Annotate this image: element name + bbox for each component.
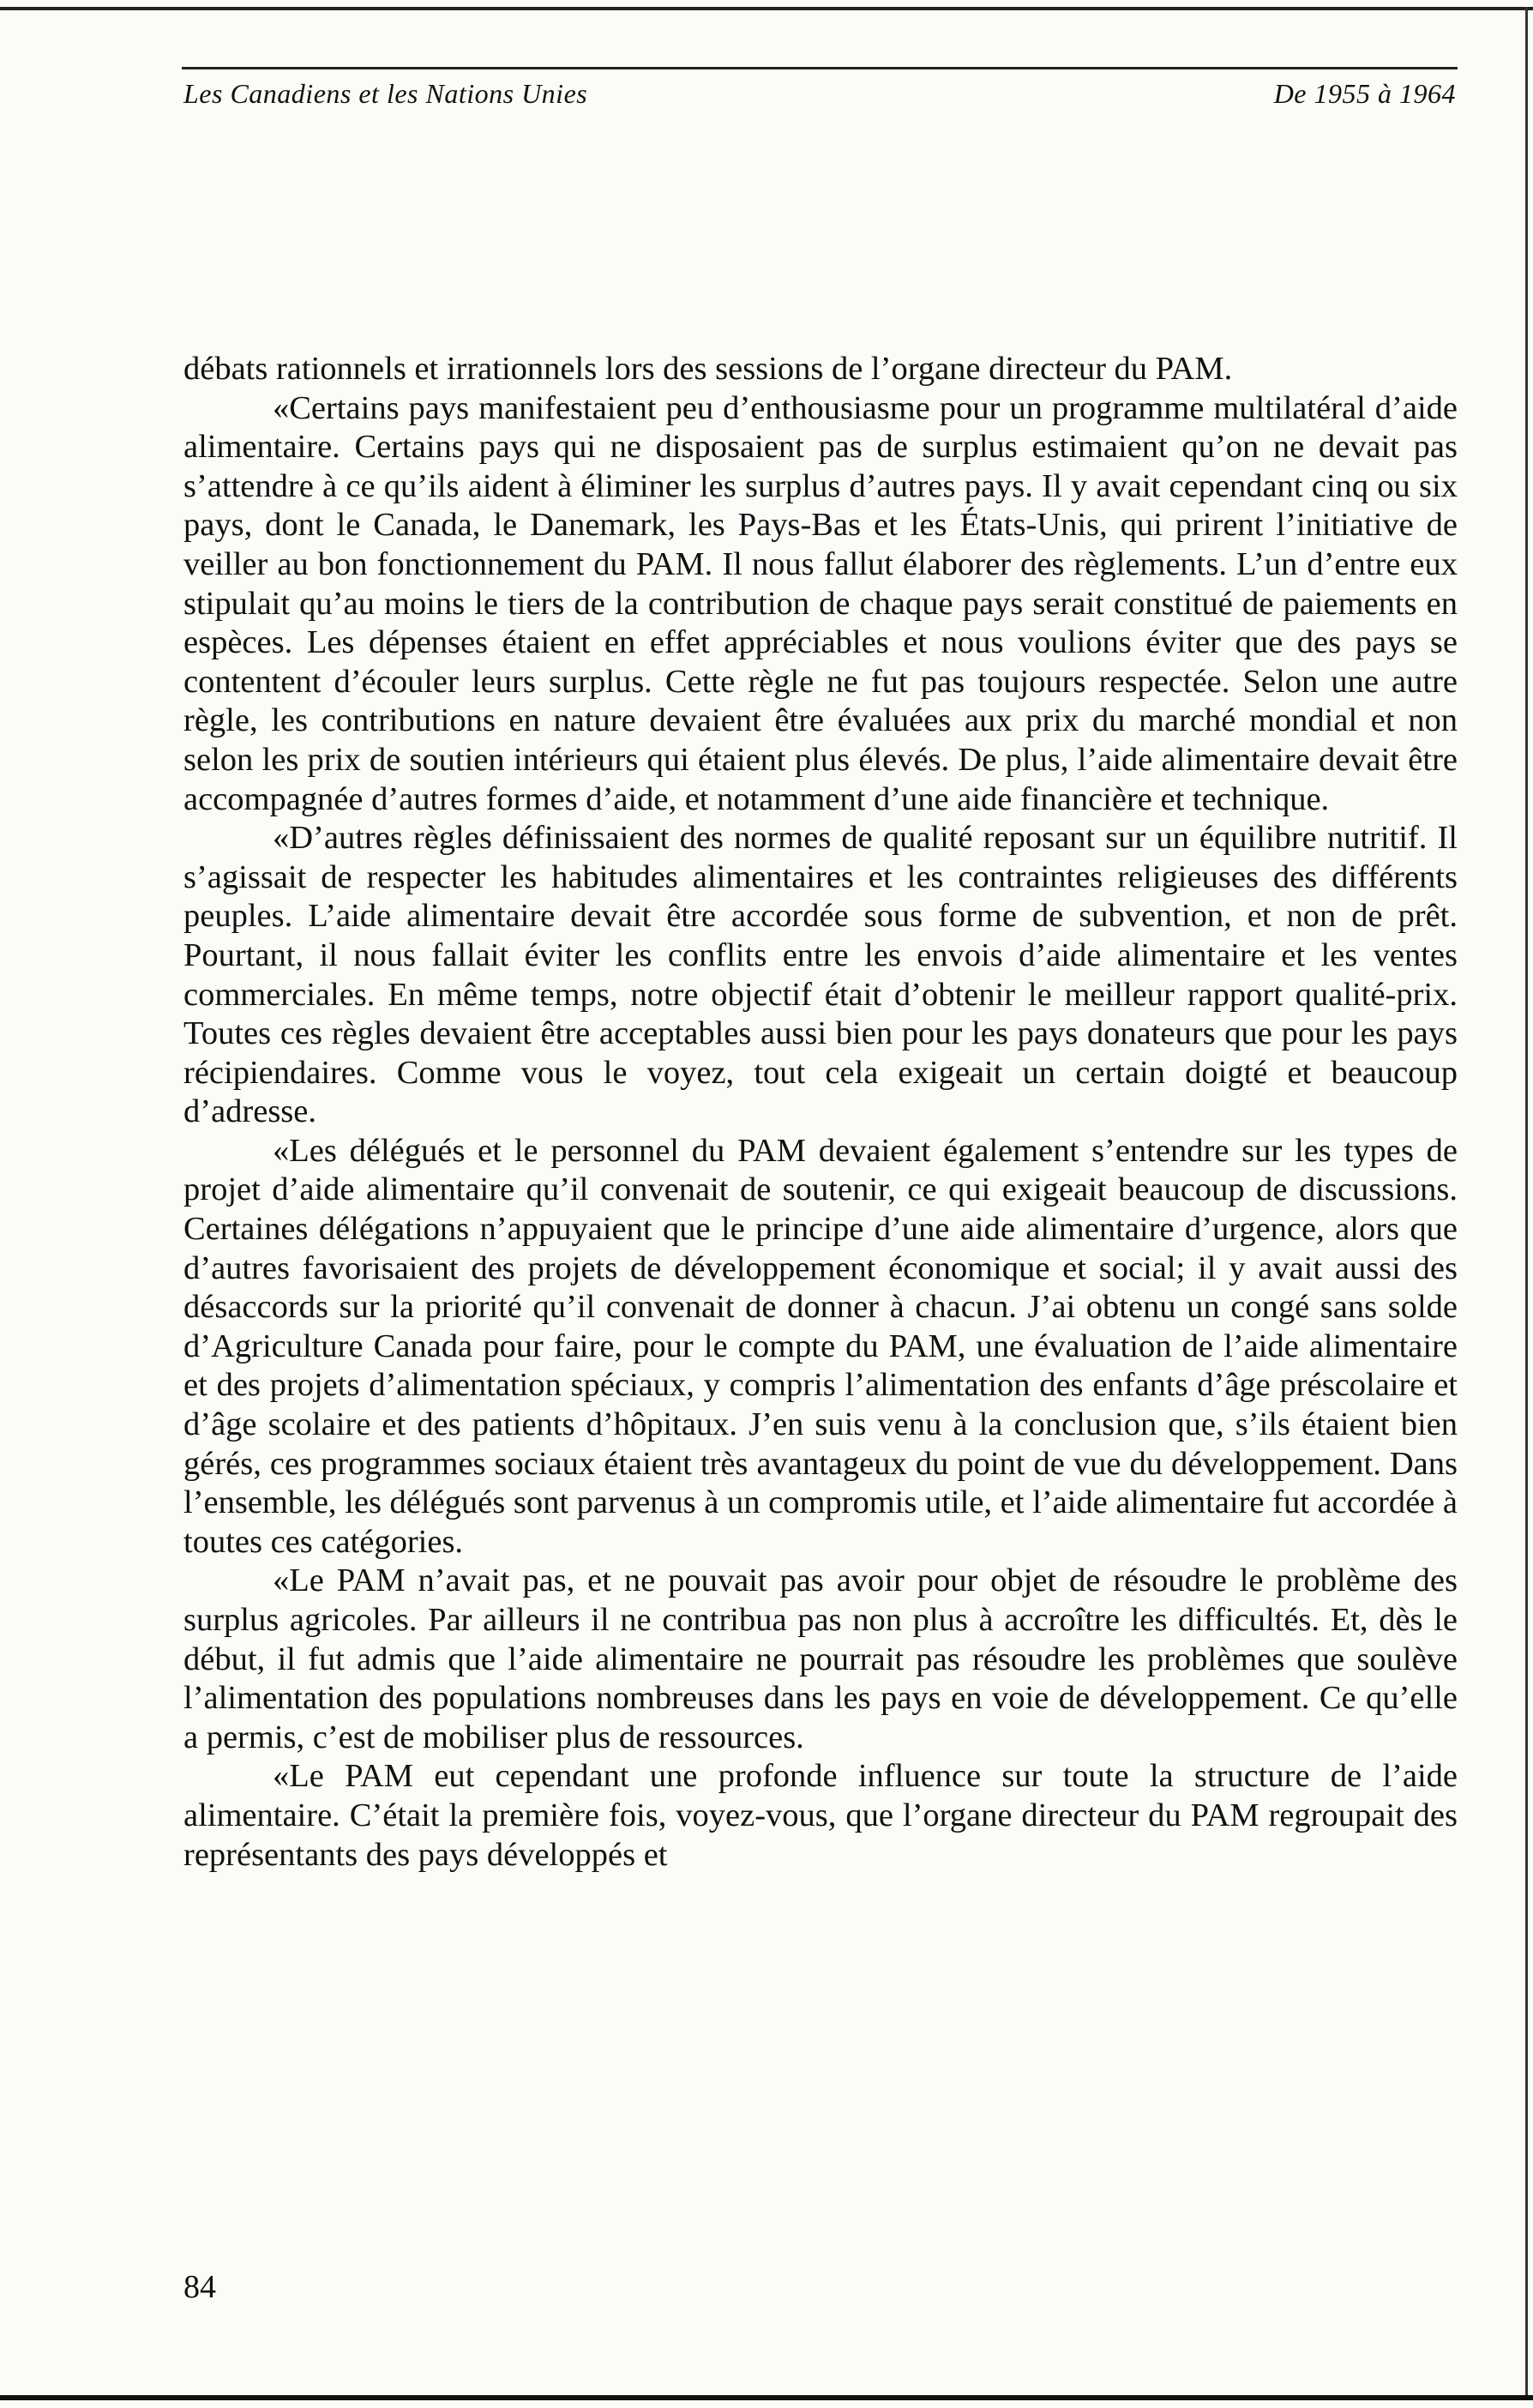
- paragraph: «Le PAM n’avait pas, et ne pouvait pas avoir pour objet de résoudre le problème des surplus agricoles. Par ailleurs il ne contribua pas non plus à accroître les difficultés. Et, dès le début, il fut admis que l’aide alimentaire ne pourrait pas résoudre les problèmes que soulève l’alimentation des populations nombreuses dans les pays en voie de développement. Ce qu’elle a permis, c’est de mobiliser plus de ressources.: [183, 1562, 1458, 1755]
- paragraph: «Le PAM eut cependant une profonde influence sur toute la structure de l’aide alimentaire. C’était la première fois, voyez-vous, que l’organe directeur du PAM regroupait des représentants des pays développés et: [183, 1758, 1458, 1873]
- running-header: [182, 67, 1458, 119]
- header-period: De 1955 à 1964: [1273, 78, 1456, 109]
- body-text: [183, 350, 1458, 1875]
- paragraph: «Certains pays manifestaient peu d’enthousiasme pour un programme multilatéral d’aide alimentaire. Certains pays qui ne disposaient pas de surplus estimaient qu’on ne devait pas s’attendre à ce qu’ils aident à éliminer les surplus d’autres pays. Il y avait cependant cinq ou six pays, dont le Canada, le Danemark, les Pays-Bas et les États-Unis, qui prirent l’initiative de veiller au bon fonctionnement du PAM. Il nous fallut élaborer des règlements. L’un d’entre eux stipulait qu’au moins le tiers de la contribution de chaque pays serait constitué de paiements en espèces. Les dépenses étaient en effet appréciables et nous voulions éviter que des pays se contentent d’écouler leurs surplus. Cette règle ne fut pas toujours respectée. Selon une autre règle, les contributions en nature devaient être évaluées aux prix du marché mondial et non selon les prix de soutien intérieurs qui étaient plus élevés. De plus, l’aide alimentaire devait être accompagnée d’autres formes d’aide, et notamment d’une aide financière et technique.: [183, 389, 1458, 817]
- page-bottom-edge: [0, 2395, 1533, 2400]
- paragraph-continued: débats rationnels et irrationnels lors des sessions de l’organe directeur du PAM.: [183, 351, 1233, 387]
- page-top-rule: [0, 7, 1533, 10]
- page-right-edge: [1525, 7, 1528, 2399]
- paragraph: «Les délégués et le personnel du PAM devaient également s’entendre sur les types de projet d’aide alimentaire qu’il convenait de soutenir, ce qui exigeait beaucoup de discussions. Certaines délégations n’appuyaient que le principe d’une aide alimentaire d’urgence, alors que d’autres favorisaient des projets de développement économique et social; il y avait aussi des désaccords sur la priorité qu’il convenait de donner à chacun. J’ai obtenu un congé sans solde d’Agriculture Canada pour faire, pour le compte du PAM, une évaluation de l’aide alimentaire et des projets d’alimentation spéciaux, y compris l’alimentation des enfants d’âge préscolaire et d’âge scolaire et des patients d’hôpitaux. J’en suis venu à la conclusion que, s’ils étaient bien gérés, ces programmes sociaux étaient très avantageux du point de vue du développement. Dans l’ensemble, les délégués sont parvenus à un compromis utile, et l’aide alimentaire fut accordée à toutes ces catégories.: [183, 1132, 1458, 1560]
- page-number: 84: [183, 2269, 216, 2305]
- header-book-title: Les Canadiens et les Nations Unies: [183, 78, 588, 109]
- paragraph: «D’autres règles définissaient des normes de qualité reposant sur un équilibre nutritif. Il s’agissait de respecter les habitudes alimentaires et les contraintes religieuses des différents peuples. L’aide alimentaire devait être accordée sous forme de subvention, et non de prêt. Pourtant, il nous fallait éviter les conflits entre les envois d’aide alimentaire et les ventes commerciales. En même temps, notre objectif était d’obtenir le meilleur rapport qualité-prix. Toutes ces règles devaient être acceptables aussi bien pour les pays donateurs que pour les pays récipiendaires. Comme vous le voyez, tout cela exigeait un certain doigté et beaucoup d’adresse.: [183, 820, 1458, 1130]
